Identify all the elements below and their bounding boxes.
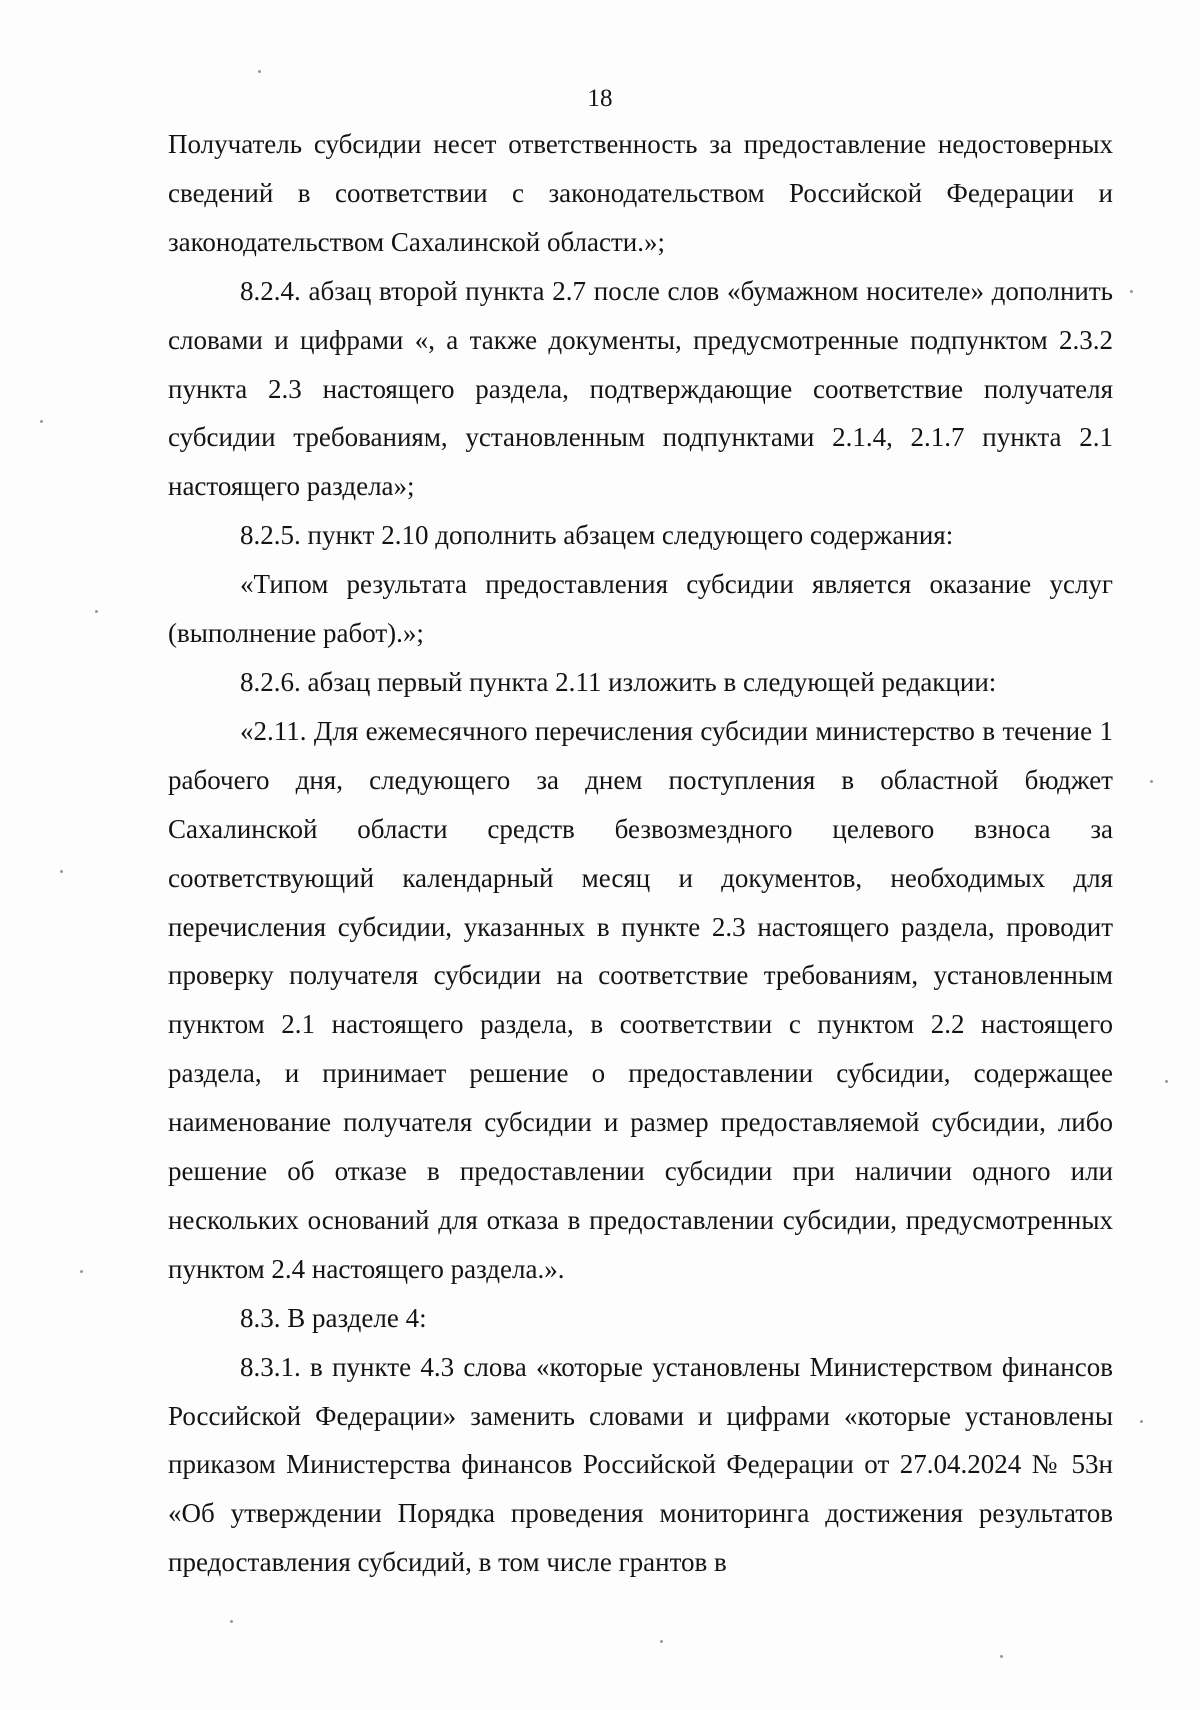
paragraph-8-2-5-quote: «Типом результата предоставления субсидии является оказание услуг (выполнение работ).»; <box>168 569 1113 649</box>
scan-speck <box>230 1620 233 1623</box>
paragraph-8-2-5: 8.2.5. пункт 2.10 дополнить абзацем следующего содержания: <box>240 520 954 551</box>
paragraph-8-2-4: 8.2.4. абзац второй пункта 2.7 после слов «бумажном носителе» дополнить словами и цифрами «, а также документы, предусмотренные подпунктом 2.3.2 пункта 2.3 настоящего раздела, подтверждающие соответствие получателя субсидии требованиям, установленным подпунктами 2.1.4, 2.1.7 пункта 2.1 настоящего раздела»; <box>168 275 1113 502</box>
scan-speck <box>80 1270 83 1273</box>
paragraph-8-2-6: 8.2.6. абзац первый пункта 2.11 изложить в следующей редакции: <box>240 666 997 697</box>
scan-speck <box>40 420 43 423</box>
scan-speck <box>258 70 261 73</box>
scan-speck <box>660 1640 663 1643</box>
document-body <box>168 120 1113 1587</box>
paragraph-8-3: 8.3. В разделе 4: <box>240 1302 427 1333</box>
paragraph-8-3-1: 8.3.1. в пункте 4.3 слова «которые установлены Министерством финансов Российской Федерации» заменить словами и цифрами «которые установлены приказом Министерства финансов Российской Федерации от 27.04.2024 № 53н «Об утверждении Порядка проведения мониторинга достижения результатов предоставления субсидий, в том числе грантов в <box>168 1351 1113 1578</box>
scan-speck <box>1000 1655 1003 1658</box>
scan-speck <box>1140 1420 1143 1423</box>
page-number: 18 <box>587 85 613 112</box>
paragraph-2-11-quote: «2.11. Для ежемесячного перечисления субсидии министерство в течение 1 рабочего дня, следующего за днем поступления в областной бюджет Сахалинской области средств безвозмездного целевого взноса за соответствующий календарный месяц и документов, необходимых для перечисления субсидии, указанных в пункте 2.3 настоящего раздела, проводит проверку получателя субсидии на соответствие требованиям, установленным пунктом 2.1 настоящего раздела, в соответствии с пунктом 2.2 настоящего раздела, и принимает решение о предоставлении субсидии, содержащее наименование получателя субсидии и размер предоставляемой субсидии, либо решение об отказе в предоставлении субсидии при наличии одного или нескольких оснований для отказа в предоставлении субсидии, предусмотренных пунктом 2.4 настоящего раздела.». <box>168 715 1113 1284</box>
paragraph-continuation: Получатель субсидии несет ответственность за предоставление недостоверных сведений в соответствии с законодательством Российской Федерации и законодательством Сахалинской области.»; <box>168 129 1113 257</box>
scan-speck <box>1165 1080 1168 1083</box>
scan-speck <box>60 870 63 873</box>
scan-speck <box>1130 290 1133 293</box>
scan-speck <box>1150 780 1153 783</box>
scan-speck <box>95 610 98 613</box>
